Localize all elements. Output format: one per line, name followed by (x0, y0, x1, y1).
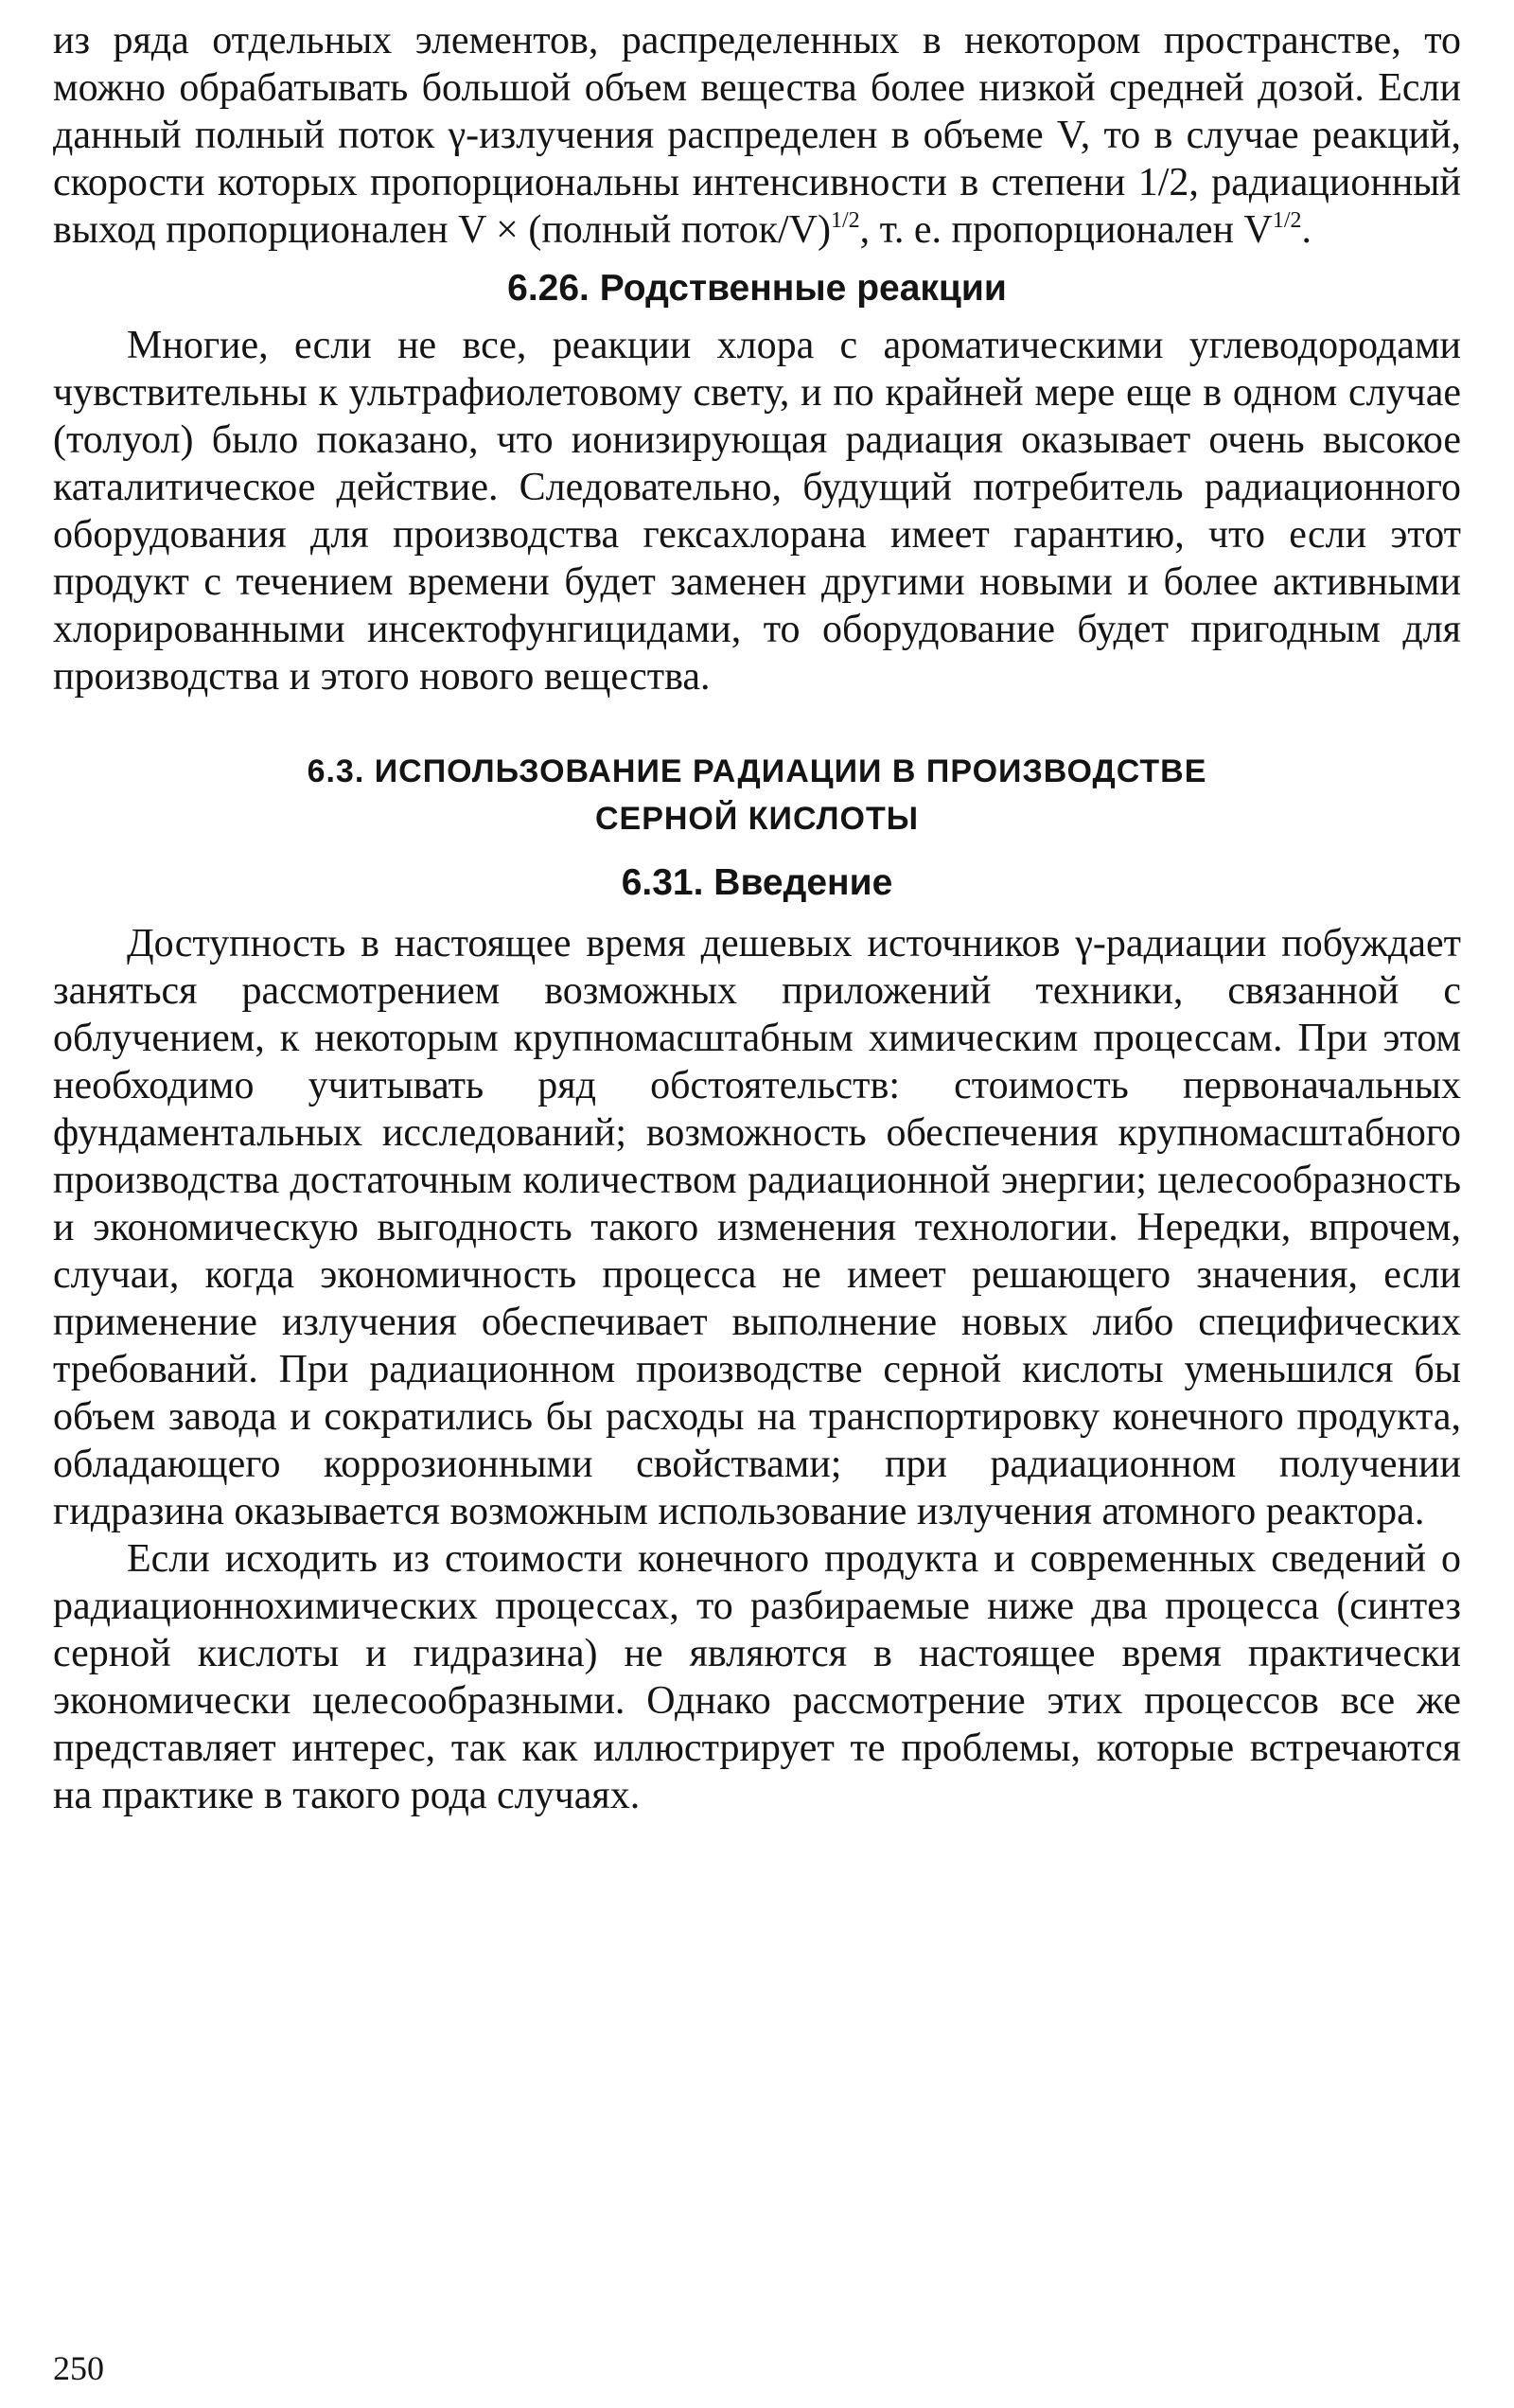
section-gap (53, 700, 1461, 748)
intro-exponent-1: 1/2 (831, 208, 860, 233)
section-6-26-heading: 6.26. Родственные реакции (507, 268, 1007, 309)
section-6-31-heading: 6.31. Введение (621, 862, 893, 903)
section-6-31-paragraph-2: Если исходить из стоимости конечного продукта и современных сведений о радиационнохимических процессах, то разбираемые ниже два процесса (синтез серной кислоты и гидразина) не являются в настоящее время практически экономически целесообразными. Однако рассмотрение этих процессов все же представляет интерес, так как иллюстрирует те проблемы, которые встречаются на практике в такого рода случаях. (53, 1537, 1461, 1817)
page-number: 250 (53, 2349, 104, 2387)
section-6-3-heading-line2: СЕРНОЙ КИСЛОТЫ (594, 801, 920, 837)
intro-exponent-2: 1/2 (1272, 208, 1302, 233)
book-page (53, 17, 1461, 1819)
section-6-3-heading-line1: 6.3. ИСПОЛЬЗОВАНИЕ РАДИАЦИИ В ПРОИЗВОДСТВЕ (307, 753, 1207, 789)
section-6-31-paragraph-1: Доступность в настоящее время дешевых источников γ-радиации побуждает заняться рассмотрением возможных приложений техники, связанной с облучением, к некоторым крупномасштабным химическим процессам. При этом необходимо учитывать ряд обстоятельств: стоимость первоначальных фундаментальных исследований; возможность обеспечения крупномасштабного производства достаточным количеством радиационной энергии; целесообразность и экономическую выгодность такого изменения технологии. Нередки, впрочем, случаи, когда экономичность процесса не имеет решающего значения, если применение излучения обеспечивает выполнение новых либо специфических требований. При радиационном производстве серной кислоты уменьшился бы объем завода и сократились бы расходы на транспортировку конечного продукта, обладающего коррозионными свойствами; при радиационном получении гидразина оказывается возможным использование излучения атомного реактора. (53, 922, 1461, 1533)
intro-end: . (1301, 208, 1312, 252)
intro-paragraph (53, 17, 1461, 254)
intro-text: из ряда отдельных элементов, распределенных в некотором пространстве, то можно обрабатывать большой объем вещества более низкой средней дозой. Если данный полный поток γ-излучения распределен в объеме V, то в случае реакций, скорости которых пропорциональны интенсивности в степени 1/2, радиационный выход пропорционален V × (полный поток/V) (53, 19, 1461, 252)
section-6-26-paragraph: Многие, если не все, реакции хлора с ароматическими углеводородами чувствительны к ультрафиолетовому свету, и по крайней мере еще в одном случае (толуол) было показано, что ионизирующая радиация оказывает очень высокое каталитическое действие. Следовательно, будущий потребитель радиационного оборудования для производства гексахлорана имеет гарантию, что если этот продукт с течением времени будет заменен другими новыми и более активными хлорированными инсектофунгицидами, то оборудование будет пригодным для производства и этого нового вещества. (53, 324, 1461, 699)
intro-tail: , т. е. пропорционален V (859, 208, 1273, 252)
